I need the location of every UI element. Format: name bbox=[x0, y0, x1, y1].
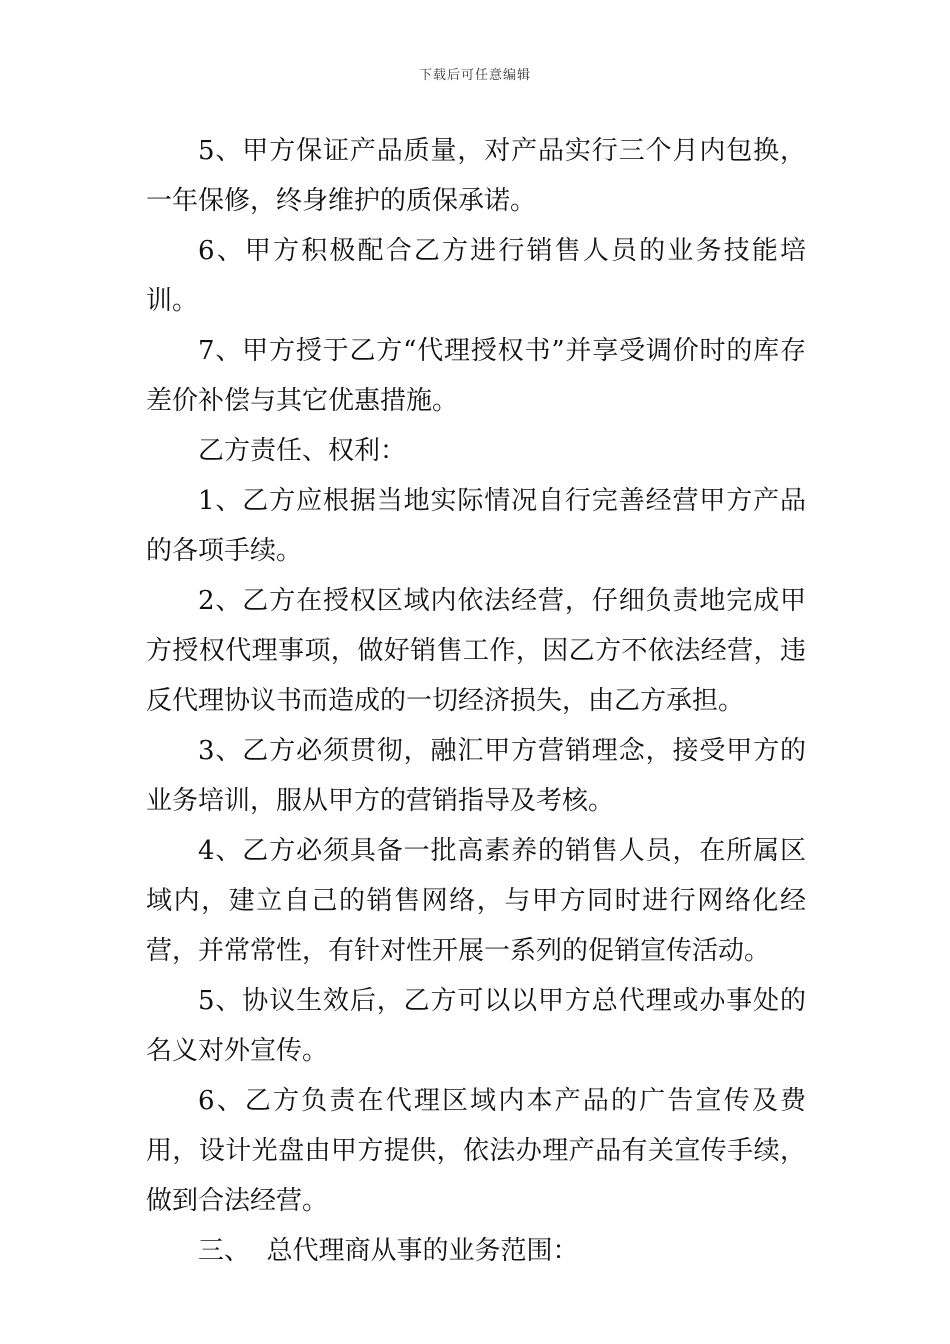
clause-b2-lawful-operation: 2、乙方在授权区域内依法经营，仔细负责地完成甲方授权代理事项，做好销售工作，因乙方不依法经营，违反代理协议书而造成的一切经济损失，由乙方承担。 bbox=[146, 586, 806, 716]
clause-b3-marketing-compliance: 3、乙方必须贯彻，融汇甲方营销理念，接受甲方的业务培训，服从甲方的营销指导及考核。 bbox=[146, 736, 806, 816]
clause-a6-training-support: 6、甲方积极配合乙方进行销售人员的业务技能培训。 bbox=[146, 236, 806, 316]
clause-a5-quality-guarantee: 5、甲方保证产品质量，对产品实行三个月内包换，一年保修，终身维护的质保承诺。 bbox=[146, 136, 806, 216]
clause-b4-sales-network: 4、乙方必须具备一批高素养的销售人员，在所属区域内，建立自己的销售网络，与甲方同时进行网络化经营，并常常性，有针对性开展一系列的促销宣传活动。 bbox=[146, 836, 806, 966]
section-heading-party-b: 乙方责任、权利： bbox=[198, 436, 407, 466]
clause-b1-procedures: 1、乙方应根据当地实际情况自行完善经营甲方产品的各项手续。 bbox=[146, 486, 806, 566]
document-body bbox=[146, 126, 806, 1276]
section-heading-business-scope: 三、 总代理商从事的业务范围： bbox=[198, 1236, 579, 1266]
clause-b5-publicity: 5、协议生效后，乙方可以以甲方总代理或办事处的名义对外宣传。 bbox=[146, 986, 806, 1066]
page-header: 下载后可任意编辑 bbox=[418, 68, 531, 83]
clause-b6-advertising: 6、乙方负责在代理区域内本产品的广告宣传及费用，设计光盘由甲方提供，依法办理产品有关宣传手续，做到合法经营。 bbox=[146, 1086, 806, 1216]
clause-a7-authorization: 7、甲方授于乙方“代理授权书”并享受调价时的库存差价补偿与其它优惠措施。 bbox=[146, 336, 806, 416]
